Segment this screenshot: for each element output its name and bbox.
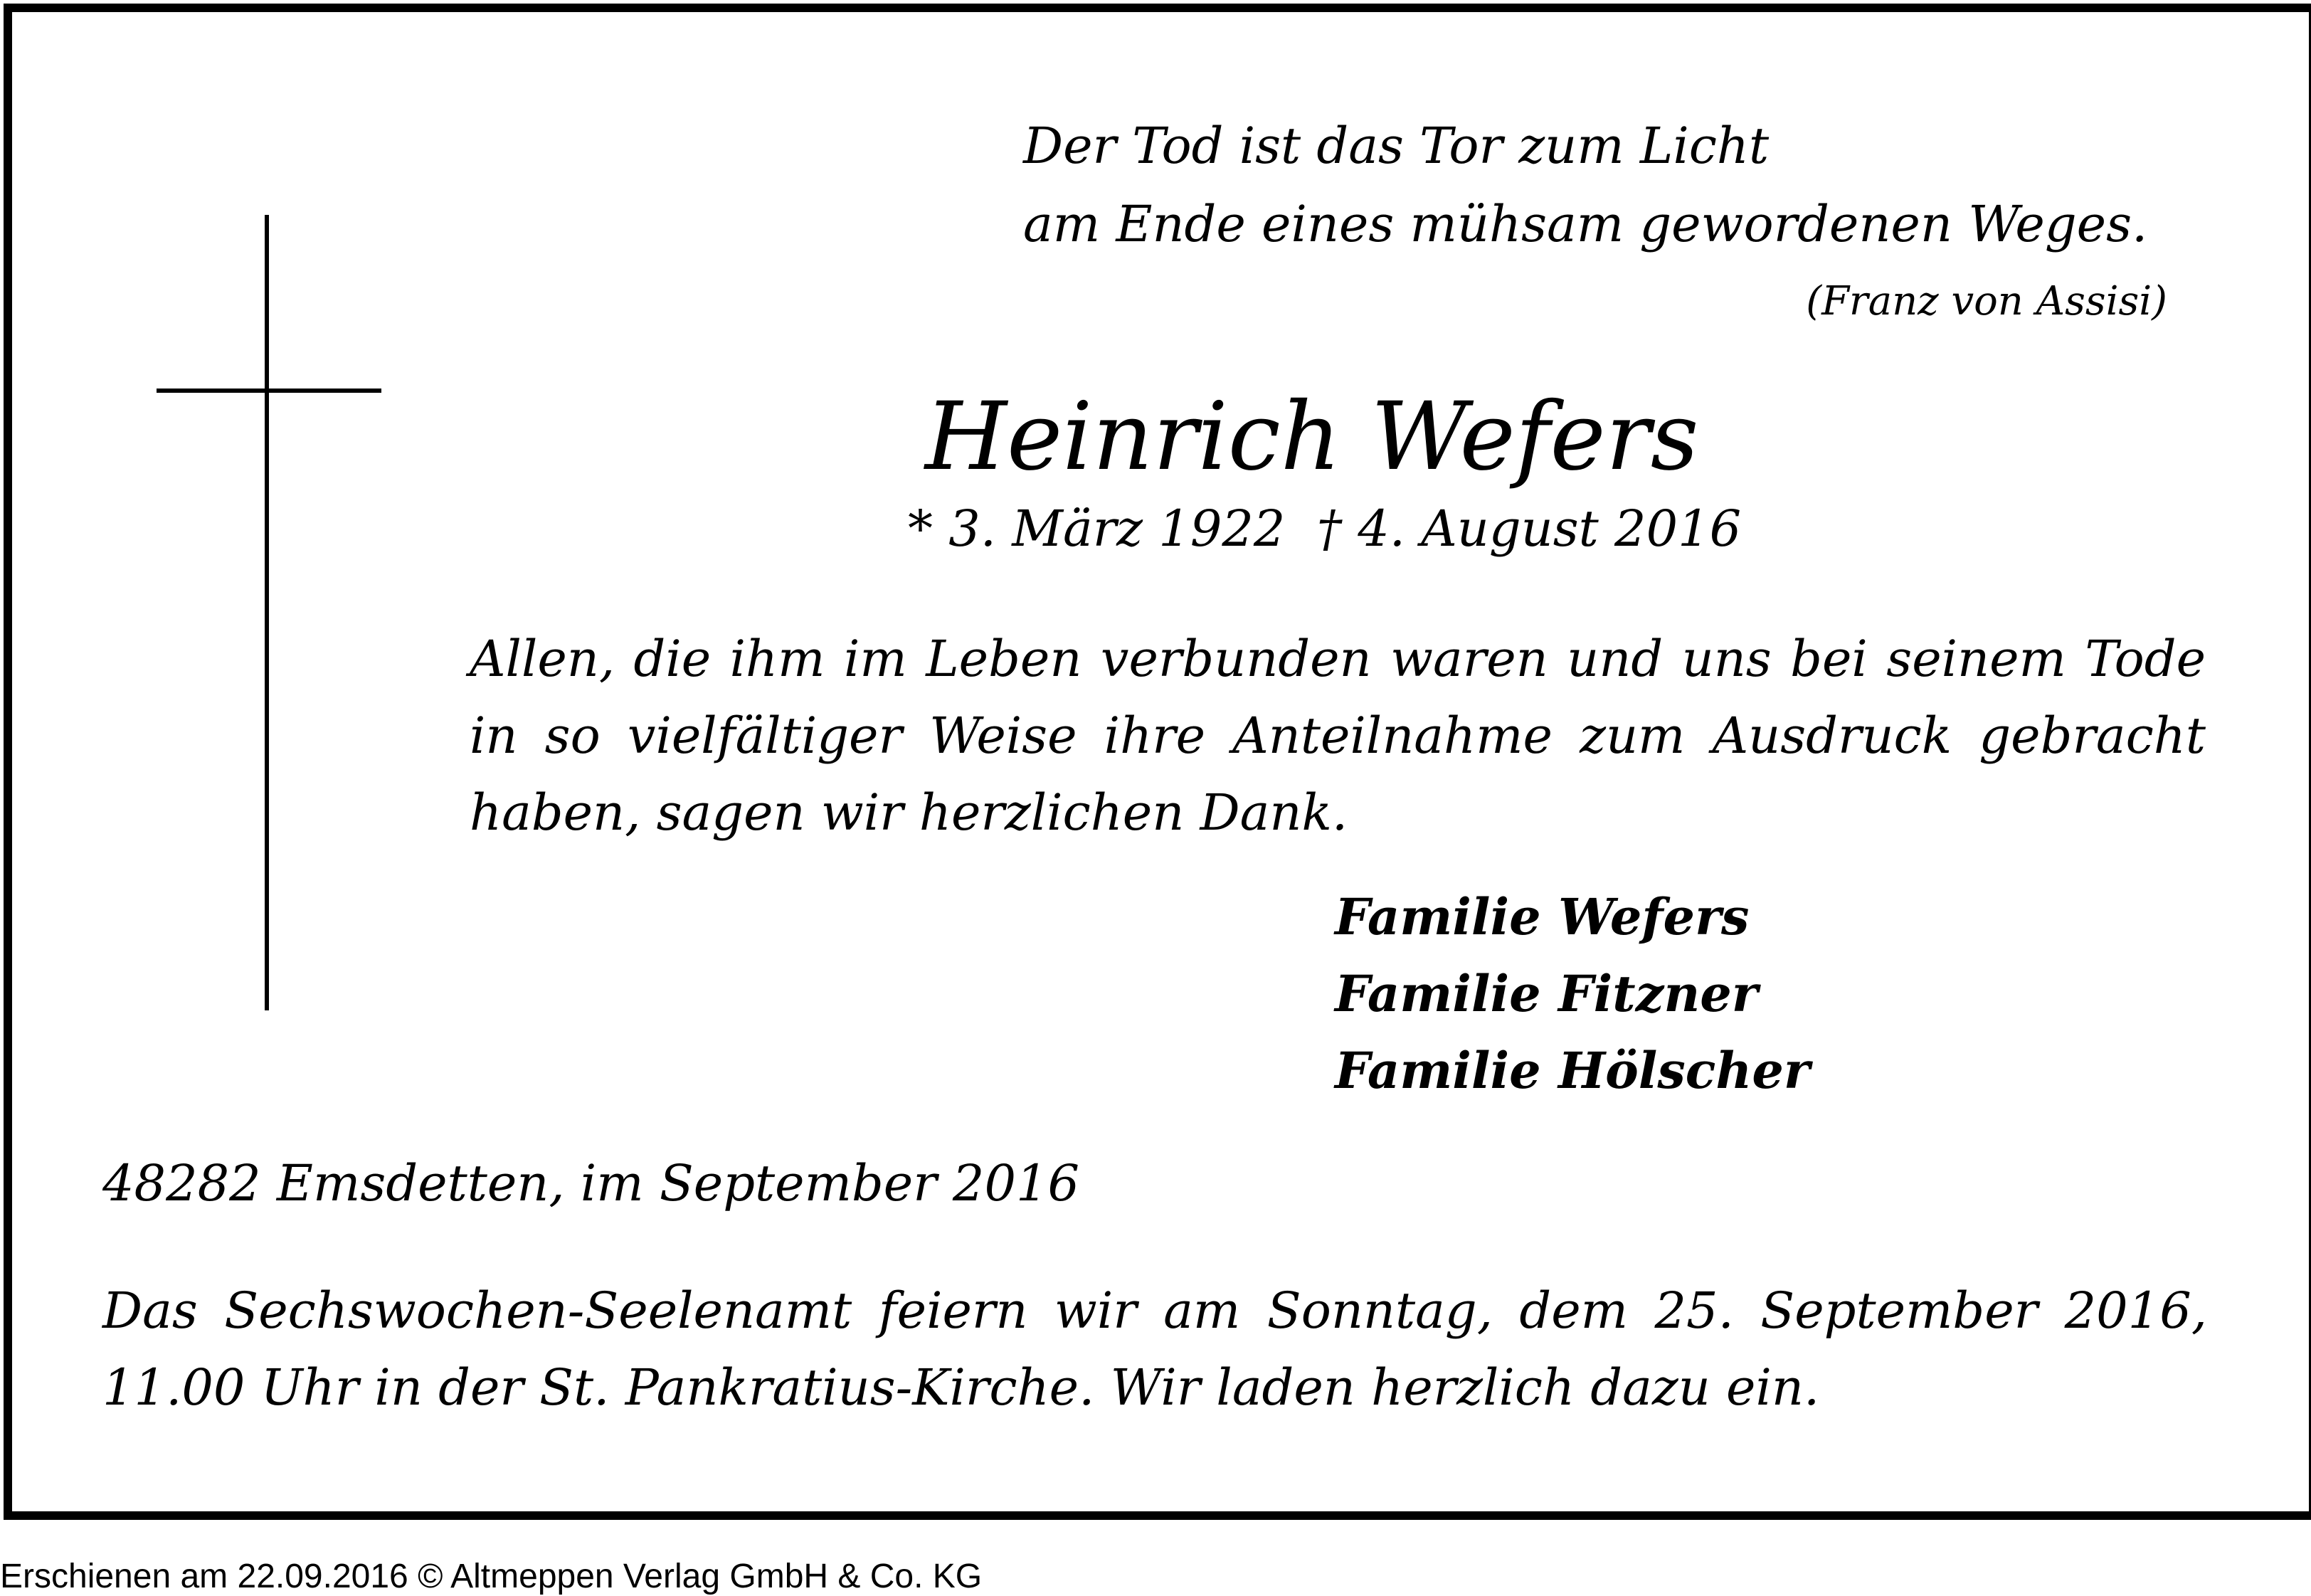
motto-line-2: am Ende eines mühsam gewordenen Weges. [1023, 195, 2148, 253]
cross-horizontal-bar [157, 389, 381, 393]
motto-source: (Franz von Assisi) [1806, 278, 2167, 324]
memorial-mass-paragraph: Das Sechswochen-Seelenamt feiern wir am Sonntag, dem 25. September 2016, 11.00 Uhr in der St. Pankratius-Kirche. Wir laden herzlich dazu ein. [102, 1281, 2207, 1417]
family-name: Familie Hölscher [1335, 1041, 1810, 1100]
family-name: Familie Wefers [1335, 887, 1750, 946]
deceased-name: Heinrich Wefers [925, 382, 1699, 492]
motto-line-1: Der Tod ist das Tor zum Licht [1023, 117, 1770, 175]
publication-footer: Erschienen am 22.09.2016 © Altmeppen Verlag GmbH & Co. KG [0, 1558, 983, 1595]
family-name: Familie Fitzner [1335, 964, 1758, 1023]
place-and-date: 48282 Emsdetten, im September 2016 [102, 1154, 1080, 1212]
cross-vertical-bar [265, 215, 269, 1010]
life-dates: * 3. März 1922 † 4. August 2016 [908, 500, 1742, 558]
thanks-paragraph: Allen, die ihm im Leben verbunden waren und uns bei seinem Tode in so vielfältiger Weise ihre Anteilnahme zum Ausdruck gebracht haben, sagen wir herzlichen Dank. [470, 630, 2206, 842]
